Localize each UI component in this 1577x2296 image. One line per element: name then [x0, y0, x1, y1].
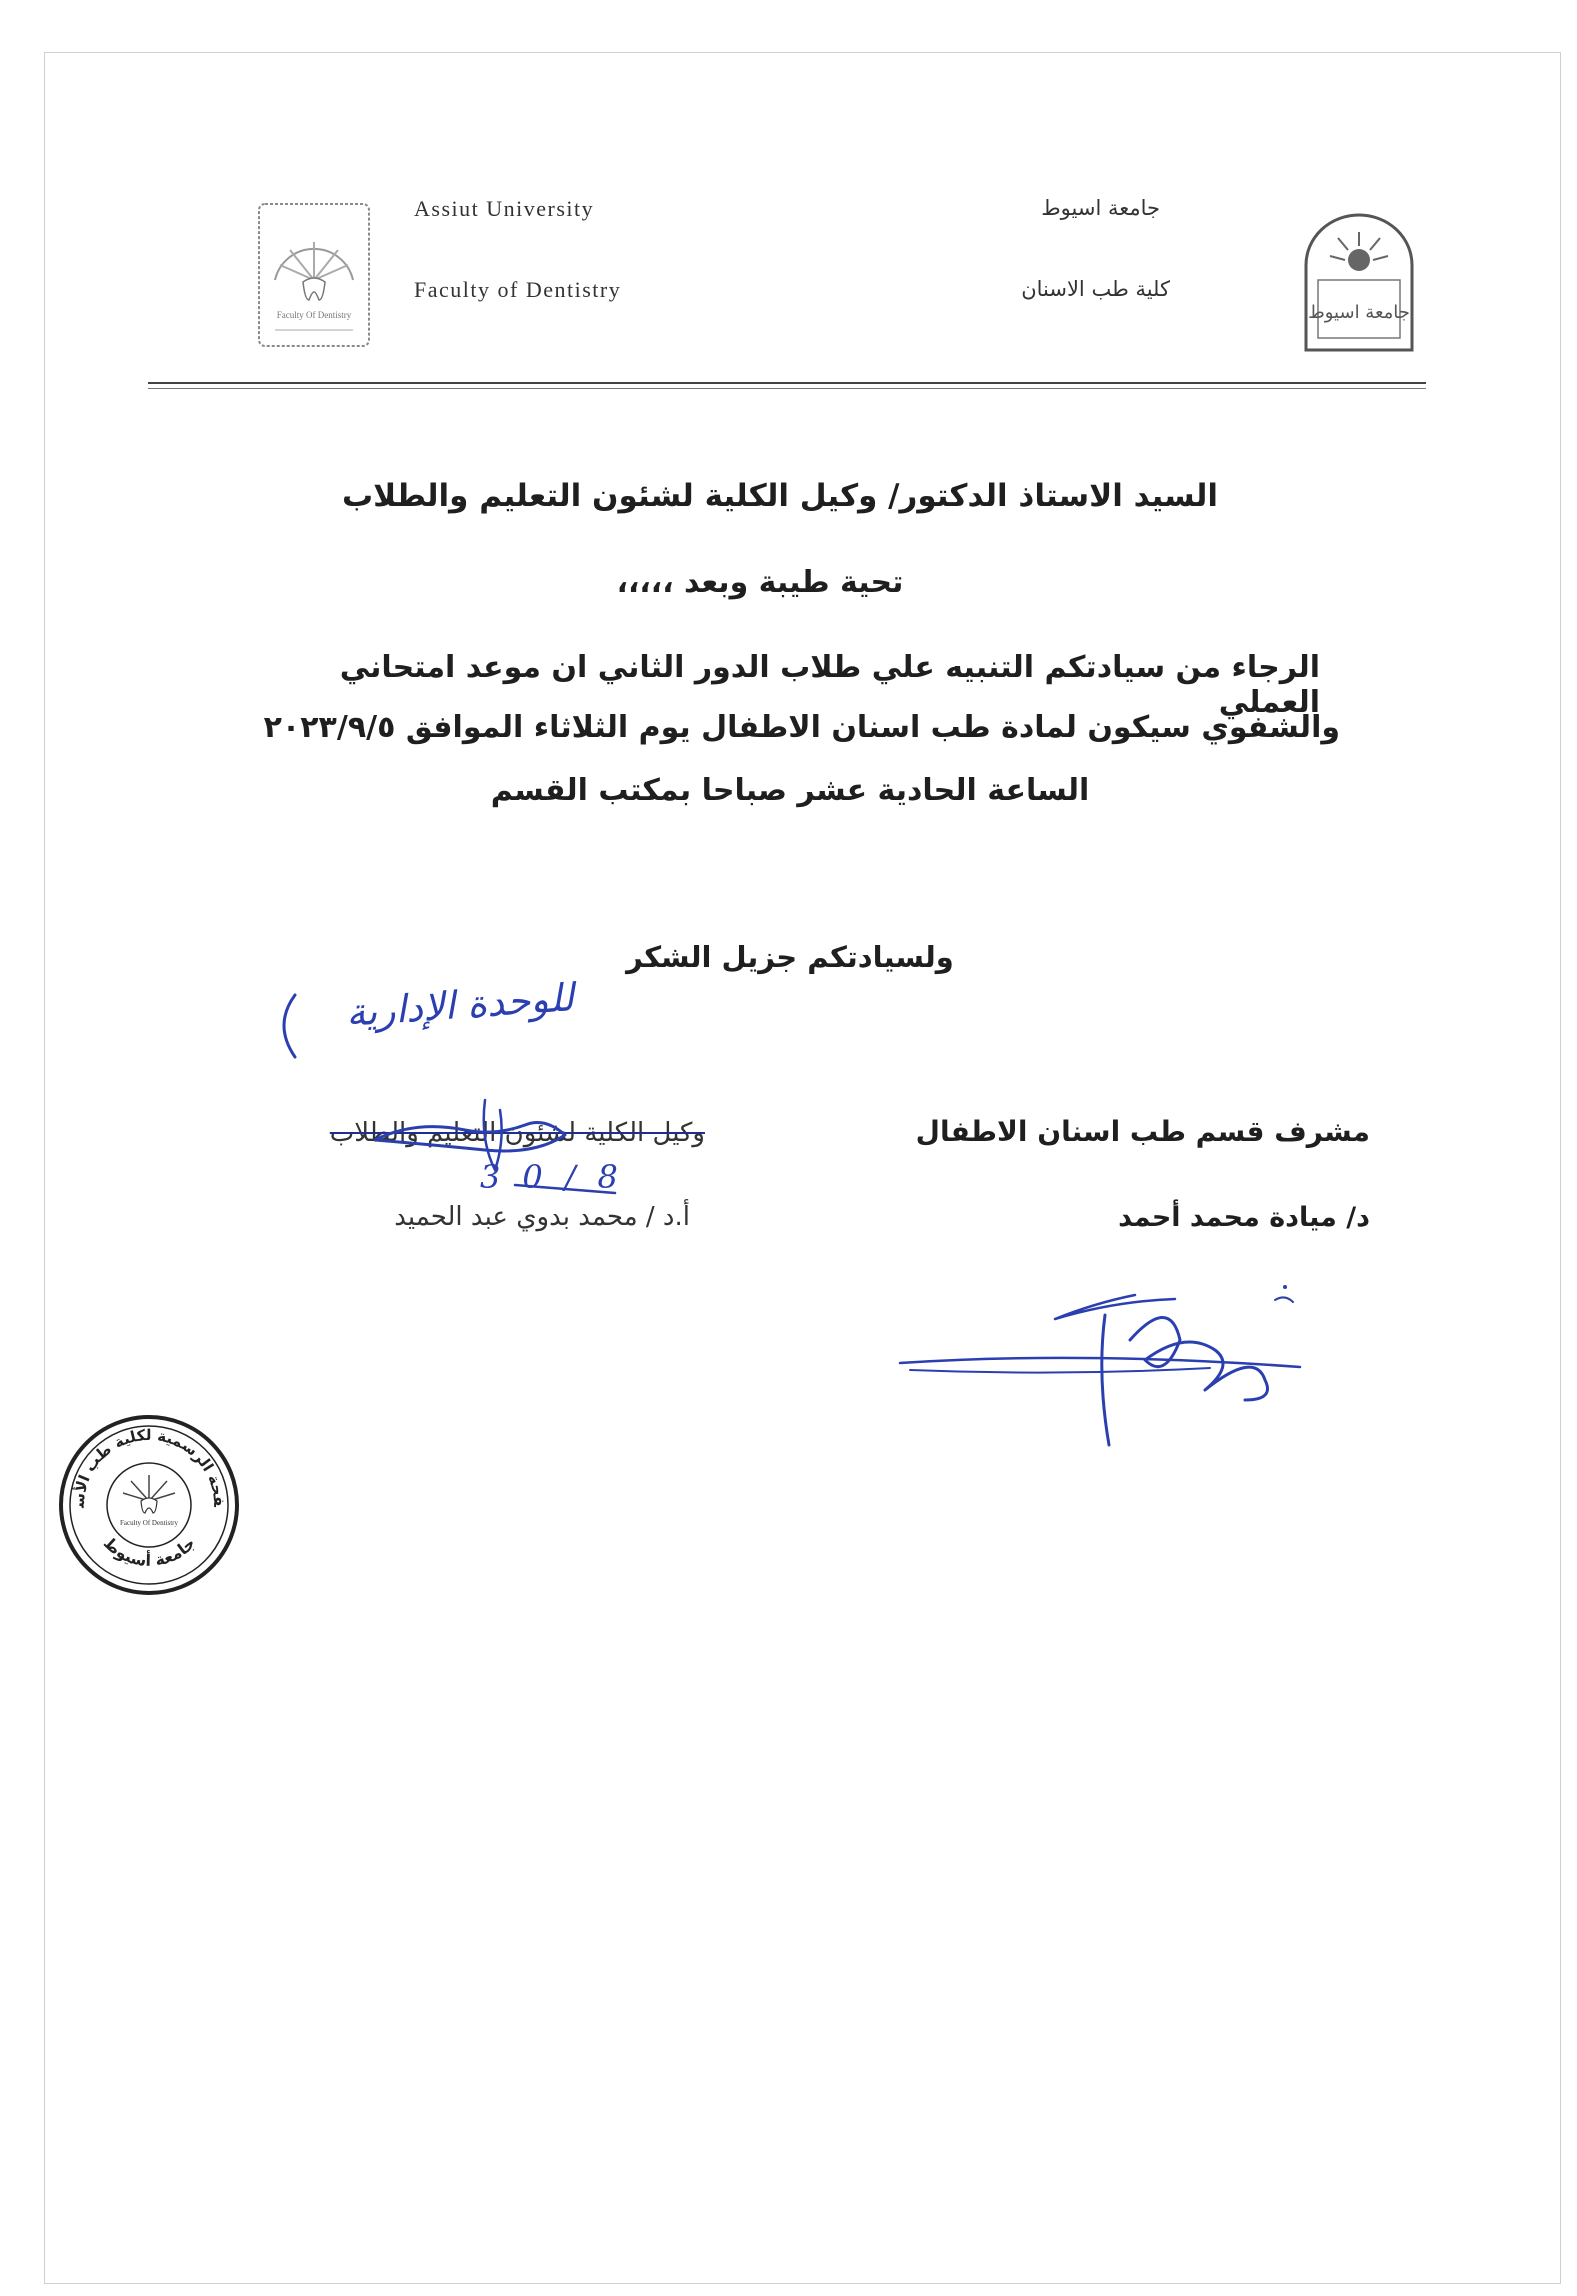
letter-greeting: تحية طيبة وبعد ،،،،، [616, 565, 904, 600]
seal-top-text: فحة الرسمية لكلية طب الأسنان [69, 1426, 229, 1509]
right-signatory-title: مشرف قسم طب اسنان الاطفال [915, 1115, 1370, 1148]
left-signature [335, 1080, 695, 1220]
right-signature [890, 1275, 1330, 1455]
seal-center-text: Faculty Of Dentistry [120, 1519, 178, 1527]
faculty-logo [255, 200, 373, 350]
header-en-faculty: Faculty of Dentistry [414, 277, 622, 302]
right-signatory-name: د/ ميادة محمد أحمد [1118, 1202, 1370, 1233]
letter-addressee: السيد الاستاذ الدكتور/ وكيل الكلية لشئون التعليم والطلاب [342, 478, 1218, 514]
letter-body-line3: الساعة الحادية عشر صباحا بمكتب القسم [490, 773, 1090, 808]
left-signature-date: 30/8 [480, 1158, 640, 1196]
letter-body-line2: والشفوي سيكون لمادة طب اسنان الاطفال يوم الثلاثاء الموافق ٢٠٢٣/٩/٥ [263, 710, 1340, 745]
letter-body-line1: الرجاء من سيادتكم التنبيه علي طلاب الدور الثاني ان موعد امتحاني العملي [339, 650, 1320, 720]
university-logo-text: جامعة اسيوط [1308, 302, 1410, 323]
header-rule-top [148, 382, 1426, 384]
header-rule-bottom [148, 388, 1426, 389]
seal-bottom-text: جامعة أسيوط [99, 1533, 200, 1571]
university-logo [1300, 210, 1418, 355]
handwritten-note [255, 965, 615, 1075]
header-en-university: Assiut University [414, 196, 595, 221]
page-frame [44, 52, 1561, 2284]
official-seal [57, 1413, 242, 1598]
faculty-logo-text: Faculty Of Dentistry [276, 310, 352, 320]
handwritten-note-text: للوحدة الإدارية [344, 975, 576, 1035]
left-signatory-title: وكيل الكلية لشئون التعليم والطلاب [329, 1118, 705, 1148]
header-ar-faculty: كلية طب الاسنان [1021, 277, 1170, 301]
left-signatory-name: أ.د / محمد بدوي عبد الحميد [394, 1202, 690, 1232]
header-ar-university: جامعة اسيوط [1041, 196, 1160, 220]
letter-closing: ولسيادتكم جزيل الشكر [626, 940, 954, 974]
